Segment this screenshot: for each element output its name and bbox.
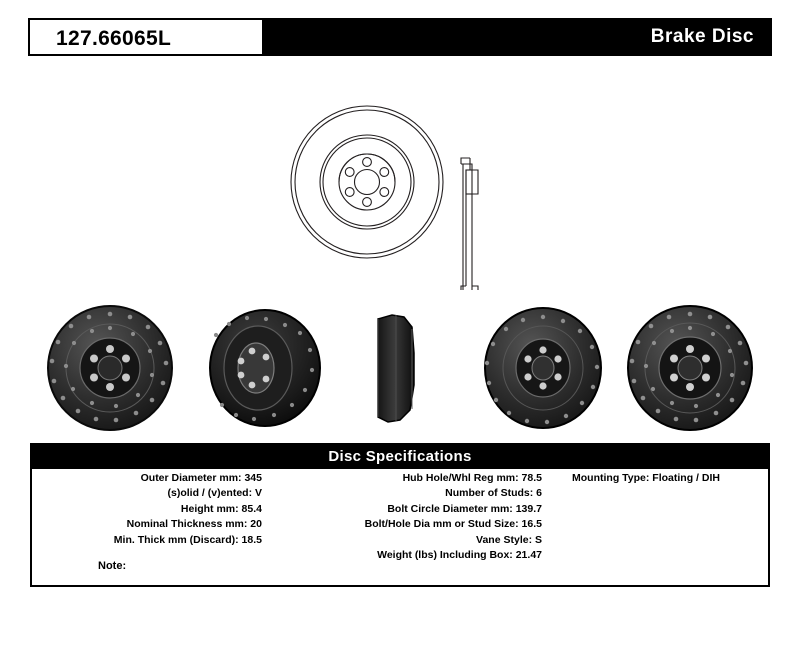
part-number: 127.66065L <box>56 27 172 50</box>
spec-column-two <box>268 471 548 563</box>
spec-panel-title: Disc Specifications <box>32 445 768 469</box>
spec-mounting-type: Mounting Type: Floating / DIH <box>572 472 720 484</box>
spec-bolt-hole-dia: Bolt/Hole Dia mm or Stud Size: 16.5 <box>364 518 542 531</box>
note-label: Note: <box>98 560 127 572</box>
rotor-photos-svg <box>0 295 800 440</box>
disc-specifications-panel <box>30 443 770 587</box>
spec-nominal-thickness: Nominal Thickness mm: 20 <box>126 518 262 531</box>
rotor-photo-face-straight <box>628 306 752 430</box>
page-header <box>28 18 772 56</box>
product-photo-row <box>0 295 800 440</box>
rotor-photo-edge-profile <box>378 315 414 422</box>
spec-min-thickness: Min. Thick mm (Discard): 18.5 <box>113 533 262 546</box>
part-number-box <box>28 18 264 56</box>
rotor-photo-hat-view <box>210 310 320 426</box>
rotor-photo-rear-angled <box>485 308 601 428</box>
spec-column-three <box>548 471 768 563</box>
spec-solid-vented: (s)olid / (v)ented: V <box>167 487 262 500</box>
spec-number-of-studs: Number of Studs: 6 <box>445 487 542 500</box>
spec-vane-style: Vane Style: S <box>476 533 542 546</box>
rotor-cross-section-line-drawing <box>461 158 478 290</box>
spec-columns <box>32 471 768 563</box>
rotor-face-line-drawing <box>291 106 443 258</box>
spec-height: Height mm: 85.4 <box>180 502 262 515</box>
spec-bolt-circle-diameter: Bolt Circle Diameter mm: 139.7 <box>387 502 542 515</box>
rotor-drawing-svg <box>0 60 800 290</box>
technical-drawing-area <box>0 60 800 290</box>
spec-hub-hole: Hub Hole/Whl Reg mm: 78.5 <box>402 472 542 484</box>
spec-column-one <box>32 471 268 563</box>
rotor-photo-front-angled <box>48 306 172 430</box>
spec-outer-diameter: Outer Diameter mm: 345 <box>140 472 262 484</box>
page-title: Brake Disc <box>650 26 754 47</box>
spec-weight: Weight (lbs) Including Box: 21.47 <box>377 549 542 562</box>
